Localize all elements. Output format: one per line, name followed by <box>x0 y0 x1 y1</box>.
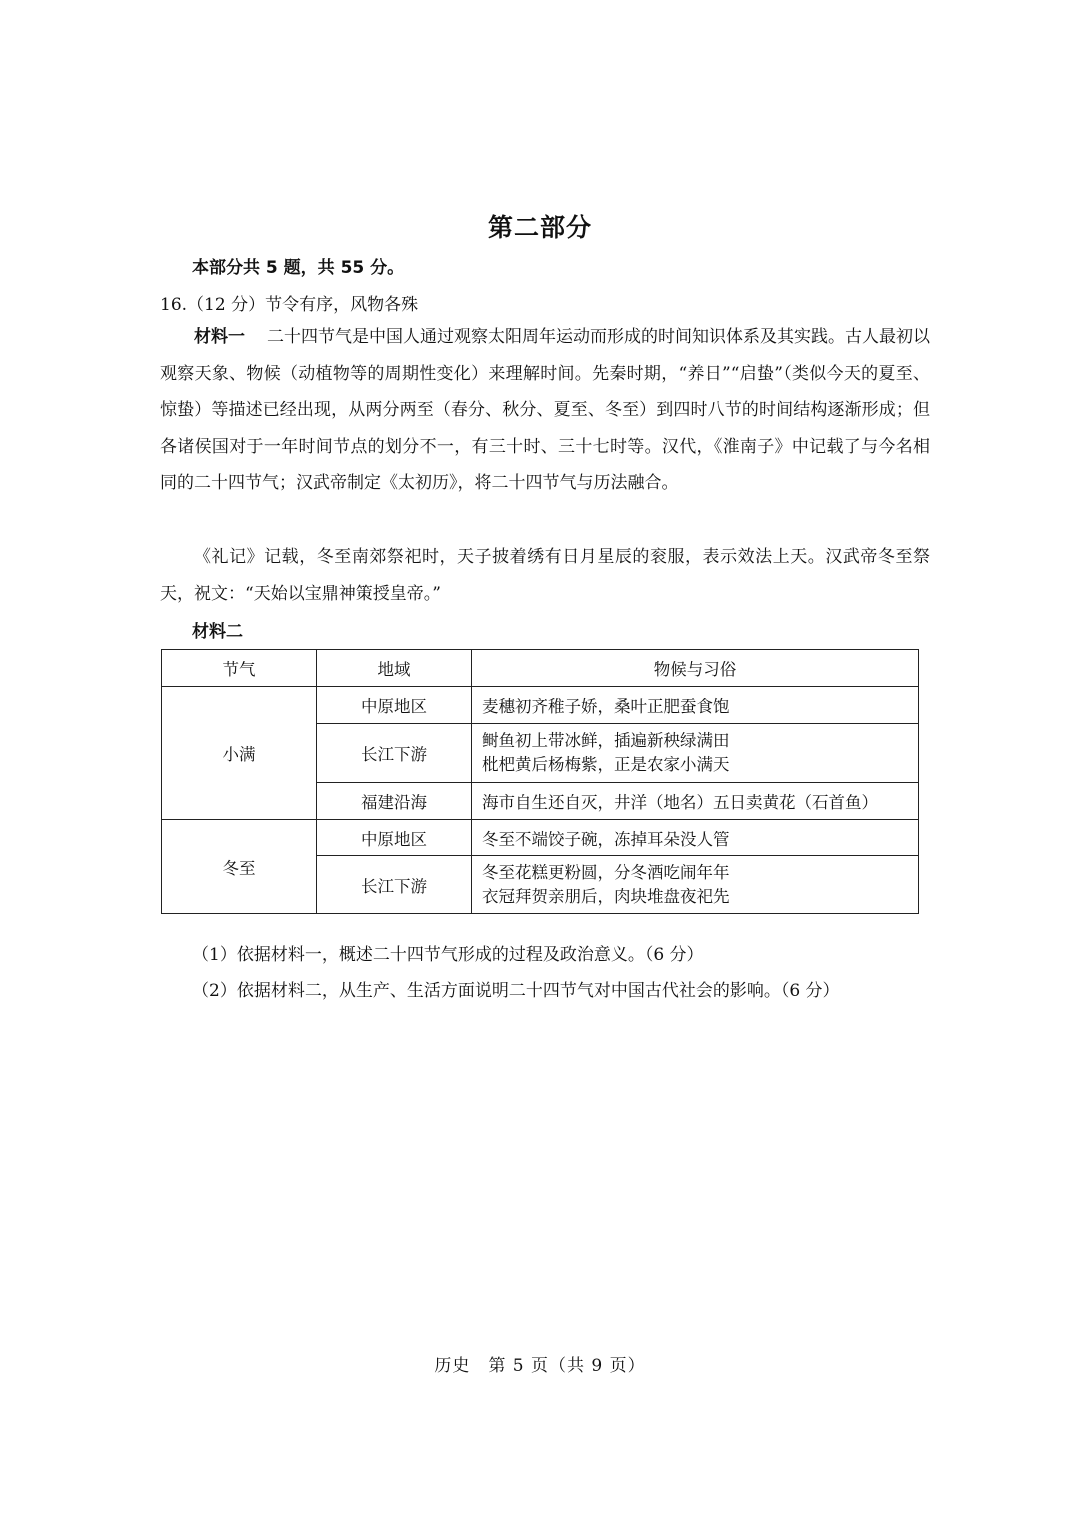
question-heading: 16.（12 分）节令有序，风物各殊 <box>160 295 419 315</box>
term-cell: 冬至 <box>162 820 317 914</box>
table-header-row <box>162 650 919 687</box>
customs-line: 枇杷黄后杨梅紫，正是农家小满天 <box>482 755 730 774</box>
region-cell: 中原地区 <box>317 820 472 856</box>
solar-terms-table <box>161 649 919 914</box>
customs-cell <box>472 856 919 914</box>
section-title: 第二部分 <box>487 213 592 242</box>
customs-cell: 冬至不端饺子碗，冻掉耳朵没人管 <box>472 820 919 856</box>
region-cell: 长江下游 <box>317 724 472 783</box>
region-cell: 长江下游 <box>317 856 472 914</box>
region-cell: 中原地区 <box>317 687 472 724</box>
material-one-paragraph-2: 《礼记》记载，冬至南郊祭祀时，天子披着绣有日月星辰的衮服，表示效法上天。汉武帝冬至祭天，祝文：“天始以宝鼎神策授皇帝。” <box>160 547 930 604</box>
material-one-label: 材料一 <box>194 327 245 347</box>
customs-line: 冬至花糕更粉圆，分冬酒吃闹年年 <box>482 862 730 882</box>
customs-cell <box>472 724 919 783</box>
section-intro: 本部分共 5 题，共 55 分。 <box>192 258 405 278</box>
table-header-region: 地域 <box>317 650 472 687</box>
sub-question-2: （2）依据材料二，从生产、生活方面说明二十四节气对中国古代社会的影响。（6 分） <box>192 981 840 1001</box>
page-footer: 历史 第 5 页（共 9 页） <box>434 1356 646 1376</box>
table-header-term: 节气 <box>162 650 317 687</box>
table-header-customs: 物候与习俗 <box>472 650 919 687</box>
customs-cell: 海市自生还自灭，井洋（地名）五日卖黄花（石首鱼） <box>472 783 919 820</box>
sub-question-1: （1）依据材料一，概述二十四节气形成的过程及政治意义。（6 分） <box>192 945 704 965</box>
customs-line: 衣冠拜贺亲朋后，肉块堆盘夜祀先 <box>482 886 730 906</box>
material-one-text: 二十四节气是中国人通过观察太阳周年运动而形成的时间知识体系及其实践。古人最初以观察天象、物候（动植物等的周期性变化）来理解时间。先秦时期，“养日”“启蛰”（类似今天的夏至、惊蛰）等描述已经出现，从两分两至（春分、秋分、夏至、冬至）到四时八节的时间结构逐渐形成；但各诸侯国对于一年时间节点的划分不一，有三十时、三十七时等。汉代，《淮南子》中记载了与今名相同的二十四节气；汉武帝制定《太初历》，将二十四节气与历法融合。 <box>160 327 930 493</box>
customs-cell: 麦穗初齐稚子娇，桑叶正肥蚕食饱 <box>472 687 919 724</box>
material-two-label: 材料二 <box>192 622 243 642</box>
region-cell: 福建沿海 <box>317 783 472 820</box>
table-row <box>162 687 919 724</box>
customs-line: 鲥鱼初上带冰鲜，插遍新秧绿满田 <box>482 731 730 750</box>
term-cell: 小满 <box>162 687 317 820</box>
material-one-paragraph <box>160 319 930 502</box>
table-row <box>162 820 919 856</box>
